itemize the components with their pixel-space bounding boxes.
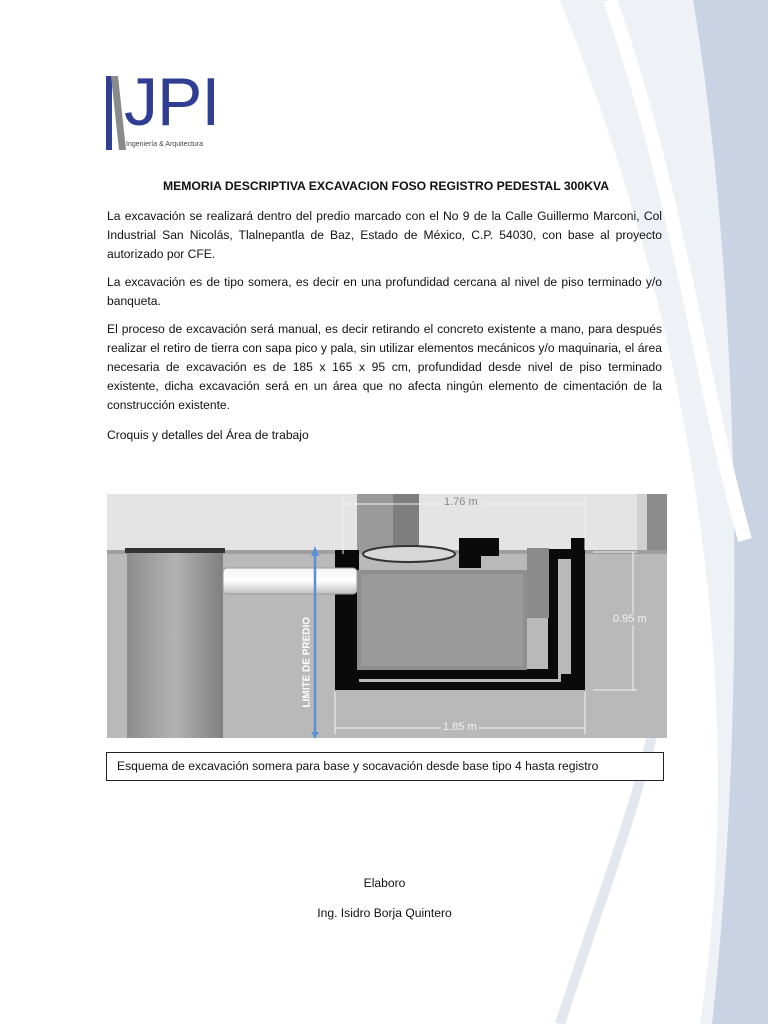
dimension-height-label: 0.95 m — [613, 613, 647, 625]
logo-subtitle: Ingeniería & Arquitectura — [126, 141, 204, 148]
excavation-diagram — [107, 494, 667, 738]
figure-caption: Esquema de excavación somera para base y socavación desde base tipo 4 hasta registro — [106, 752, 664, 781]
property-limit-label: LIMITE DE PREDIO — [301, 616, 313, 708]
company-logo — [106, 64, 236, 154]
logo-wordmark: JPI — [124, 64, 220, 140]
paragraph-sketch-heading: Croquis y detalles del Área de trabajo — [107, 428, 309, 442]
signature-label: Elaboro — [363, 876, 406, 890]
paragraph-process: El proceso de excavación será manual, es decir retirando el concreto existente a mano, para después realizar el retiro de tierra con sapa pico y pala, sin utilizar elementos mecánicos y/o maquinaria, el área necesaria de excavación es de 185 x 165 x 95 cm, profundidad desde nivel de piso terminado existente, dicha excavación será en un área que no afecta ningún elemento de cimentación de la construcción existente. — [107, 322, 662, 412]
dimension-top-label: 1.76 m — [441, 496, 481, 508]
document-title: MEMORIA DESCRIPTIVA EXCAVACION FOSO REGISTRO PEDESTAL 300KVA — [162, 179, 610, 193]
signature-name: Ing. Isidro Borja Quintero — [317, 906, 452, 920]
dimension-bottom-label: 1.85 m — [443, 721, 477, 733]
paragraph-type: La excavación es de tipo somera, es decir en una profundidad cercana al nivel de piso terminado y/o banqueta. — [107, 275, 662, 308]
paragraph-location: La excavación se realizará dentro del predio marcado con el No 9 de la Calle Guillermo Marconi, Col Industrial San Nicolás, Tlalnepantla de Baz, Estado de México, C.P. 54030, con base al proyecto autorizado por CFE. — [107, 209, 662, 261]
